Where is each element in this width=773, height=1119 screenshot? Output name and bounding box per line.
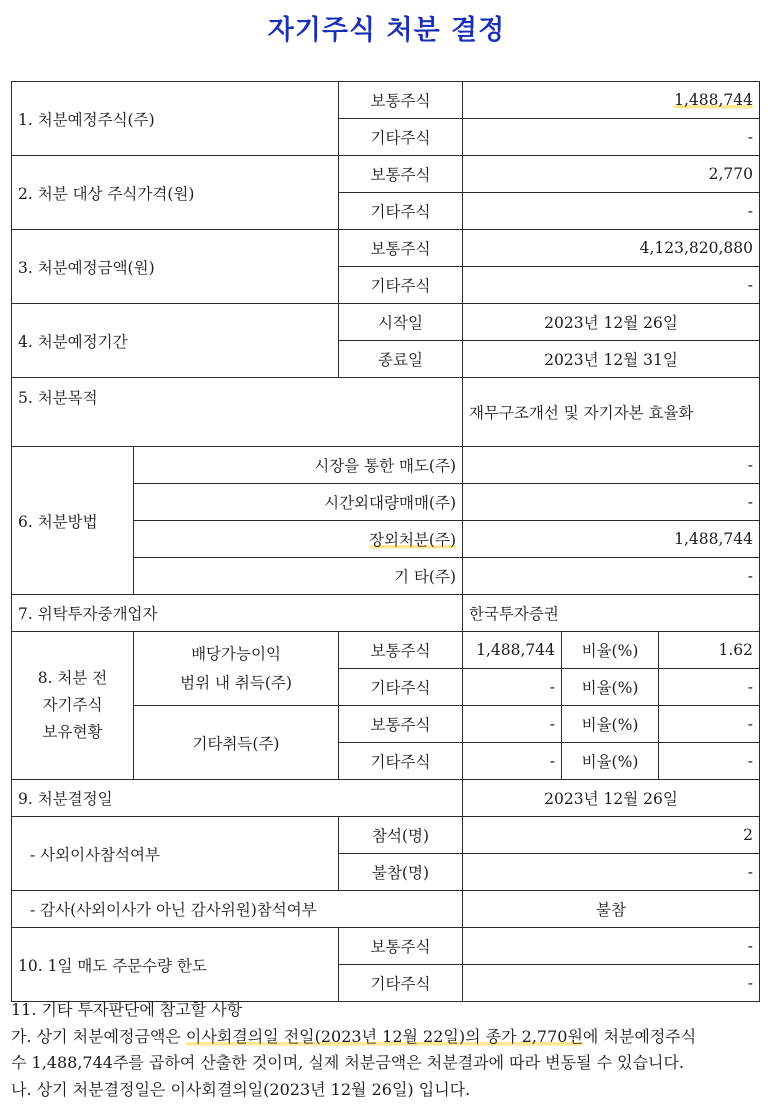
share-type-label: 기타주식	[339, 119, 463, 156]
ratio-value: 1.62	[659, 632, 760, 669]
cell-value: 2,770	[463, 156, 760, 193]
note-line	[11, 1024, 763, 1051]
cell-value: 1,488,744	[463, 632, 562, 669]
ratio-label: 비율(%)	[562, 669, 659, 706]
share-type-label: 보통주식	[339, 156, 463, 193]
share-type-label: 보통주식	[339, 632, 463, 669]
start-date-label: 시작일	[339, 304, 463, 341]
end-date-label: 종료일	[339, 341, 463, 378]
table-row	[12, 230, 760, 267]
note-line: 나. 상기 처분결정일은 이사회결의일(2023년 12월 26일) 입니다.	[11, 1079, 471, 1099]
purpose-value: 재무구조개선 및 자기자본 효율화	[463, 378, 760, 447]
cell-value	[463, 82, 760, 119]
table-row	[12, 632, 760, 669]
table-row	[12, 817, 760, 854]
cell-value: -	[463, 558, 760, 595]
broker-value: 한국투자증권	[463, 595, 760, 632]
share-type-label: 보통주식	[339, 928, 463, 965]
row-label: 6. 처분방법	[12, 447, 134, 595]
attendance-label: 참석(명)	[339, 817, 463, 854]
method-label: 시간외대량매매(주)	[134, 484, 463, 521]
row-label: - 사외이사참석여부	[12, 817, 339, 891]
method-label: 기 타(주)	[134, 558, 463, 595]
row-label: 7. 위탁투자중개업자	[12, 595, 463, 632]
row-label: 9. 처분결정일	[12, 780, 463, 817]
cell-value: -	[463, 447, 760, 484]
cell-value: -	[463, 119, 760, 156]
page-title: 자기주식 처분 결정	[267, 15, 506, 46]
auditor-value: 불참	[463, 891, 760, 928]
ratio-label: 비율(%)	[562, 632, 659, 669]
cell-value: -	[463, 854, 760, 891]
planned-shares-value: 1,488,744	[674, 91, 754, 109]
table-row	[12, 156, 760, 193]
label-line: 배당가능이익	[191, 644, 281, 663]
cell-value: -	[463, 965, 760, 1002]
share-type-label: 기타주식	[339, 669, 463, 706]
cell-value: -	[463, 267, 760, 304]
label-line: 범위 내 취득(주)	[180, 673, 292, 692]
label-line: 8. 처분 전	[37, 669, 108, 687]
end-date-value: 2023년 12월 31일	[463, 341, 760, 378]
notes-section	[11, 997, 763, 1103]
notes-heading: 11. 기타 투자판단에 참고할 사항	[11, 1000, 243, 1019]
acquisition-group-label: 기타취득(주)	[134, 706, 339, 780]
ratio-label: 비율(%)	[562, 706, 659, 743]
cell-value: -	[463, 193, 760, 230]
cell-value: 1,488,744	[463, 521, 760, 558]
share-type-label: 보통주식	[339, 706, 463, 743]
note-text: 에 처분예정주식	[582, 1026, 697, 1046]
cell-value: 2	[463, 817, 760, 854]
row-label: - 감사(사외이사가 아닌 감사위원)참석여부	[12, 891, 463, 928]
cell-value: -	[463, 669, 562, 706]
row-label: 10. 1일 매도 주문수량 한도	[12, 928, 339, 1002]
row-label	[12, 632, 134, 780]
cell-value: -	[463, 706, 562, 743]
disposal-table	[11, 81, 760, 1002]
row-label: 5. 처분목적	[12, 378, 463, 447]
table-row	[12, 595, 760, 632]
note-line: 수 1,488,744주를 곱하여 산출한 것이며, 실제 처분금액은 처분결과에 따라 변동될 수 있습니다.	[11, 1053, 685, 1072]
ratio-label: 비율(%)	[562, 743, 659, 780]
method-label: 시장을 통한 매도(주)	[134, 447, 463, 484]
cell-value: -	[463, 928, 760, 965]
note-text: 가. 상기 처분예정금액은	[11, 1026, 186, 1046]
ratio-value: -	[659, 706, 760, 743]
row-label: 1. 처분예정주식(주)	[12, 82, 339, 156]
ratio-value: -	[659, 669, 760, 706]
table-row	[12, 447, 760, 484]
share-type-label: 기타주식	[339, 267, 463, 304]
table-row	[12, 780, 760, 817]
cell-value: -	[463, 484, 760, 521]
table-row	[12, 891, 760, 928]
table-row	[12, 928, 760, 965]
table-row	[12, 378, 760, 447]
start-date-value: 2023년 12월 26일	[463, 304, 760, 341]
share-type-label: 보통주식	[339, 230, 463, 267]
table-row	[12, 82, 760, 119]
table-row	[12, 304, 760, 341]
share-type-label: 기타주식	[339, 743, 463, 780]
highlighted-note-text: 이사회결의일 전일(2023년 12월 22일)의 종가 2,770원	[185, 1026, 583, 1046]
row-label: 2. 처분 대상 주식가격(원)	[12, 156, 339, 230]
share-type-label: 기타주식	[339, 193, 463, 230]
share-type-label: 기타주식	[339, 965, 463, 1002]
row-label: 4. 처분예정기간	[12, 304, 339, 378]
attendance-label: 불참(명)	[339, 854, 463, 891]
decision-date-value: 2023년 12월 26일	[463, 780, 760, 817]
method-label	[134, 521, 463, 558]
acquisition-group-label	[134, 632, 339, 706]
cell-value: -	[463, 743, 562, 780]
label-line: 보유현황	[42, 723, 103, 741]
ratio-value: -	[659, 743, 760, 780]
off-market-label: 장외처분(주)	[369, 531, 456, 549]
row-label: 3. 처분예정금액(원)	[12, 230, 339, 304]
cell-value: 4,123,820,880	[463, 230, 760, 267]
share-type-label: 보통주식	[339, 82, 463, 119]
label-line: 자기주식	[42, 696, 103, 714]
